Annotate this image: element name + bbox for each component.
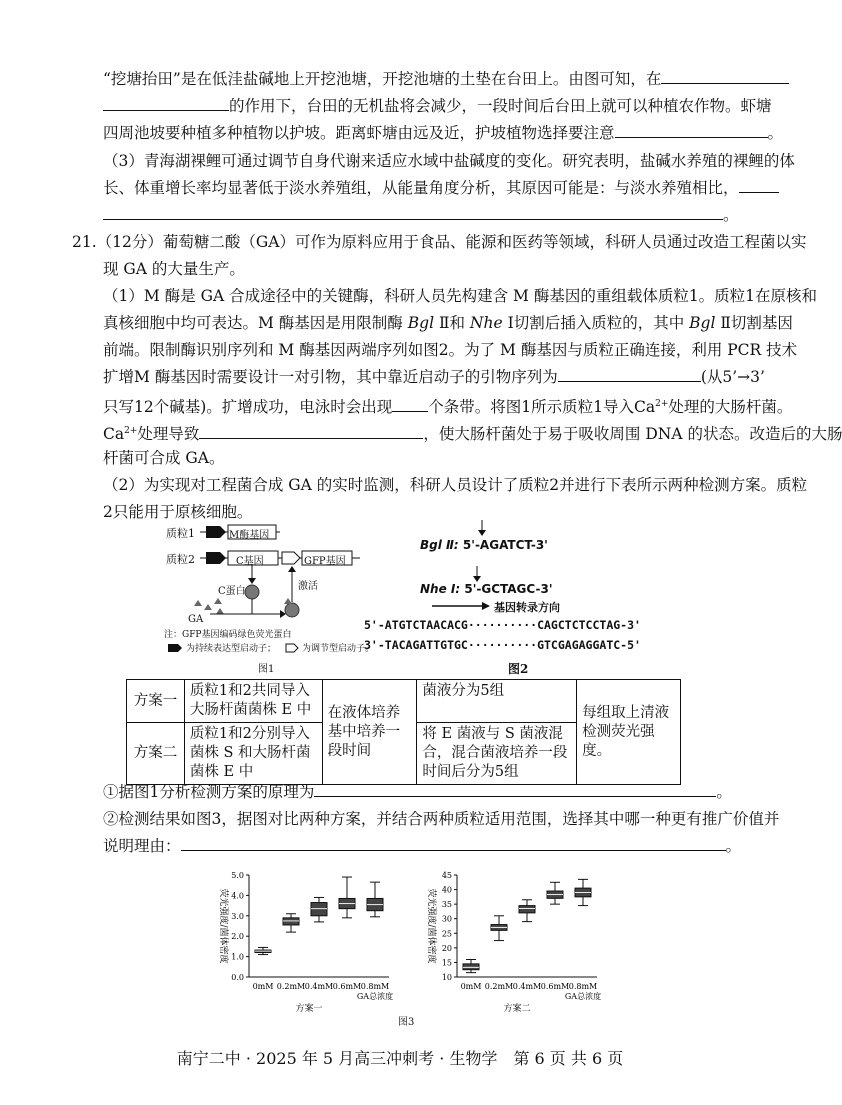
constitutive-promoter-icon [206, 526, 226, 538]
part-1-text: (从5’→3’ [700, 368, 765, 386]
question-3-text: 长、体重增长率均显著低于淡水养殖组，从能量角度分析，其原因可能是：与淡水养殖相比， [103, 179, 739, 197]
figure-1-note: 注：GFP基因编码绿色荧光蛋白 [164, 630, 292, 640]
chart-title: 方案一 [295, 1004, 323, 1014]
para-line [103, 475, 807, 495]
chart-title: 方案二 [503, 1004, 531, 1014]
part-1-text: Ca [103, 425, 125, 444]
y-axis-label: 荧光强度/菌体密度 [218, 888, 228, 964]
para-line [103, 809, 779, 829]
para-line [103, 178, 779, 198]
part-1-text: 个条带。将图1所示质粒1导入Ca [428, 398, 656, 417]
y-tick-label: 5.0 [231, 871, 244, 880]
sub-question-2: 说明理由： [103, 837, 181, 855]
question-21-text: 21.（12分）葡萄糖二酸（GA）可作为原料应用于食品、能源和医药等领域，科研人员通过改造工程菌以实 [72, 233, 807, 251]
figure-2 [360, 520, 680, 675]
para-line [103, 782, 732, 802]
part-1-text: Ⅱ和 [434, 314, 470, 332]
y-tick-label: 0.0 [231, 973, 244, 982]
ga-label: GA [188, 614, 204, 625]
part-1-text: （1）M 酶是 GA 合成途径中的关键酶，科研人员先构建含 M 酶基因的重组载体质粒1。质粒1在原核和 [103, 287, 818, 305]
schemes-table [126, 679, 681, 785]
table-row [127, 680, 681, 723]
regulated-promoter-icon [286, 644, 298, 652]
page-footer: 南宁二中 · 2025 年 5 月高三冲刺考 · 生物学 第 6 页 共 6 页 [176, 1049, 624, 1068]
table-cell: 菌液分为5组 [417, 680, 577, 723]
table-cell: 将 E 菌液与 S 菌液混合，混合菌液培养一段时间后分为5组 [417, 723, 577, 785]
x-tick-label: 0.6mM [332, 982, 362, 991]
table-cell: 质粒1和2共同导入大肠杆菌菌株 E 中 [184, 680, 322, 723]
arrow-head-icon [288, 566, 296, 572]
ga-triangle-icon [204, 604, 212, 610]
part-1-text: Ⅰ切割后插入质粒的，其中 [502, 314, 690, 332]
part-1-text: 扩增M 酶基因时需要设计一对引物，其中靠近启动子的引物序列为 [103, 368, 558, 386]
para-line [103, 340, 797, 360]
para-line [103, 421, 842, 444]
sub-question-2: ②检测结果如图3，据图对比两种方案，并结合两种质粒适用范围，选择其中哪一种更有推广价值并 [103, 810, 780, 828]
para-line [103, 502, 252, 522]
question-21-text: 现 GA 的大量生产。 [103, 260, 245, 278]
c-protein-circle [245, 585, 259, 599]
c-gene-label: C基因 [236, 556, 264, 567]
y-tick-label: 30 [441, 914, 452, 924]
x-axis-label: GA总浓度 [564, 992, 602, 1001]
para-line [103, 205, 739, 225]
x-tick-label: 0.8mM [568, 982, 598, 991]
y-tick-label: 15 [441, 958, 452, 968]
part-1-text: 只写12个碱基)。扩增成功，电泳时会出现 [103, 398, 393, 417]
figure-1-note: 为持续表达型启动子； [186, 644, 277, 654]
plasmid-1-label: 质粒1 [166, 527, 195, 540]
table-cell: 每组取上清液检测荧光强度。 [577, 680, 681, 785]
period: 。 [716, 783, 732, 801]
bgl-label: Bgl Ⅱ: [420, 538, 459, 552]
arrow-head-icon [478, 530, 486, 536]
para-line [103, 394, 792, 417]
x-tick-label: 0.4mM [304, 982, 334, 991]
para-line [103, 448, 225, 468]
answer-blank[interactable] [558, 367, 701, 382]
y-tick-label: 4.0 [231, 891, 244, 901]
answer-blank[interactable] [181, 836, 726, 851]
x-axis-label: GA总浓度 [356, 992, 394, 1001]
answer-blank[interactable] [103, 205, 723, 220]
table-cell: 在液体培养基中培养一段时间 [322, 680, 417, 785]
figure-1-note: 为调节型启动子。 [302, 644, 375, 654]
superscript: 2+ [655, 399, 669, 409]
c-protein-label: C蛋白 [218, 586, 246, 597]
para-line [103, 96, 772, 116]
enzyme-name: Nhe [469, 314, 503, 332]
bound-complex-circle [285, 603, 299, 617]
question-21-header [72, 232, 806, 252]
part-2-text: 2只能用于原核细胞。 [103, 503, 253, 521]
sub-question-1: ①据图1分析检测方案的原理为 [103, 783, 315, 801]
bgl-sequence: 5'-AGATCT-3' [462, 538, 548, 552]
figure-1 [160, 520, 380, 675]
para-line [103, 69, 789, 89]
answer-blank[interactable] [103, 96, 229, 111]
question-3-text: （3）青海湖裸鲤可通过调节自身代谢来适应水域中盐碱度的变化。研究表明，盐碱水养殖的裸鲤的体 [103, 152, 795, 170]
part-1-text: 前端。限制酶识别序列和 M 酶基因两端序列如图2。为了 M 酶基因与质粒正确连接，利用 PCR 技术 [103, 341, 798, 359]
y-tick-label: 40 [441, 885, 452, 895]
part-1-text: ，使大肠杆菌处于易于吸收周围 DNA 的状态。改造后的大肠 [423, 425, 842, 444]
answer-blank[interactable] [615, 123, 768, 138]
x-tick-label: 0mM [252, 982, 274, 991]
para-line [103, 367, 765, 387]
para-text: 的作用下，台田的无机盐将会减少，一段时间后台田上就可以种植农作物。虾塘 [229, 97, 772, 115]
answer-blank[interactable] [661, 69, 789, 84]
constitutive-promoter-icon [168, 644, 182, 652]
ga-triangle-icon [216, 608, 224, 614]
ga-triangle-icon [194, 600, 202, 606]
part-1-text: 真核细胞中均可表达。M 酶基因是用限制酶 [103, 314, 403, 332]
figure-3-charts [205, 865, 605, 1035]
plasmid-2-label: 质粒2 [166, 553, 195, 566]
y-tick-label: 35 [441, 900, 452, 910]
nhe-label: Nhe Ⅰ: [420, 582, 461, 596]
para-line [103, 151, 795, 171]
box [283, 918, 299, 925]
box [519, 906, 535, 913]
x-tick-label: 0.2mM [484, 982, 514, 991]
part-1-text: 处理导致 [137, 425, 200, 444]
period: 。 [767, 124, 784, 142]
x-tick-label: 0.8mM [360, 982, 390, 991]
nhe-sequence: 5'-GCTAGC-3' [464, 582, 553, 596]
para-line [103, 286, 817, 306]
part-1-text: Ⅱ切割基因 [715, 314, 793, 332]
answer-blank[interactable] [199, 424, 423, 439]
activate-label: 激活 [298, 581, 318, 592]
period: 。 [723, 206, 739, 224]
part-2-text: （2）为实现对工程菌合成 GA 的实时监测，科研人员设计了质粒2并进行下表所示两种检测方案。质粒 [103, 476, 808, 494]
para-text: “挖塘抬田”是在低洼盐碱地上开挖池塘，开挖池塘的土垫在台田上。由图可知，在 [103, 70, 662, 88]
ga-triangle-icon [214, 598, 222, 604]
para-line [103, 836, 741, 856]
m-gene-label: M酶基因 [229, 530, 270, 541]
part-1-text: 处理的大肠杆菌。 [668, 398, 793, 417]
para-line [103, 123, 783, 143]
y-axis-label: 荧光强度/菌体密度 [426, 888, 436, 964]
y-tick-label: 1.0 [231, 952, 244, 962]
figure-3-caption: 图3 [398, 1017, 415, 1028]
y-tick-label: 2.0 [231, 932, 244, 942]
answer-blank[interactable] [314, 782, 716, 797]
ga-triangle-icon [284, 598, 292, 604]
part-1-text: 杆菌可合成 GA。 [103, 449, 225, 467]
y-tick-label: 45 [441, 871, 452, 880]
y-tick-label: 25 [441, 929, 452, 939]
x-tick-label: 0mM [460, 982, 482, 991]
y-tick-label: 20 [441, 943, 452, 953]
x-tick-label: 0.4mM [512, 982, 542, 991]
para-text: 四周池坡要种植多种植物以护坡。距离虾塘由远及近，护坡植物选择要注意 [103, 124, 615, 142]
enzyme-name: Bgl [407, 314, 435, 332]
box [463, 964, 479, 970]
arrow-head-icon [248, 578, 256, 584]
gfp-gene-label: GFP基因 [304, 556, 346, 567]
superscript: 2+ [124, 426, 138, 436]
x-tick-label: 0.2mM [276, 982, 306, 991]
answer-blank[interactable] [739, 178, 779, 193]
period: 。 [725, 837, 742, 855]
box [311, 903, 327, 916]
gene-sequence-bottom: 3'-TACAGATTGTGC··········GTCGAGAGGATC-5' [364, 638, 641, 652]
para-line [103, 259, 245, 279]
gene-sequence-top: 5'-ATGTCTAACACG··········CAGCTCTCCTAG-3' [364, 618, 641, 632]
x-tick-label: 0.6mM [540, 982, 570, 991]
enzyme-name: Bgl [689, 314, 716, 332]
para-line [103, 313, 793, 333]
y-tick-label: 3.0 [231, 911, 244, 921]
figure-2-caption: 图2 [508, 662, 529, 676]
constitutive-promoter-icon [206, 552, 226, 564]
table-cell: 方案二 [127, 723, 185, 785]
table-cell: 方案一 [127, 680, 185, 723]
figure-1-caption: 图1 [258, 664, 275, 675]
answer-blank[interactable] [392, 397, 428, 412]
arrow-head-icon [482, 602, 490, 610]
regulated-promoter-icon [282, 552, 300, 564]
transcription-direction-label: 基因转录方向 [494, 601, 560, 614]
y-tick-label: 10 [441, 973, 452, 982]
table-cell: 质粒1和2分别导入菌株 S 和大肠杆菌菌株 E 中 [184, 723, 322, 785]
